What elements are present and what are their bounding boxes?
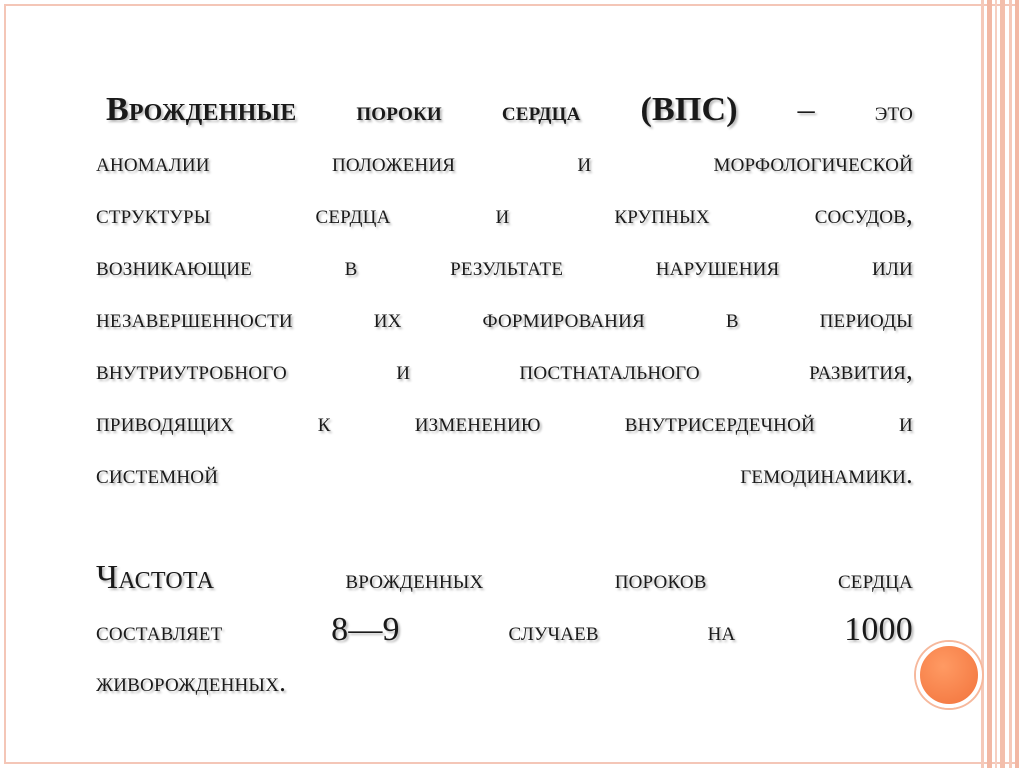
word: формирования bbox=[482, 303, 645, 333]
term-word: сердца bbox=[501, 96, 581, 126]
frequency-paragraph bbox=[96, 552, 913, 708]
paragraph-gap bbox=[96, 500, 913, 552]
word: их bbox=[373, 303, 402, 333]
word: или bbox=[872, 251, 913, 281]
word: живорожденных. bbox=[96, 667, 287, 697]
word: крупных bbox=[614, 199, 710, 229]
word: внутриутробного bbox=[96, 355, 287, 385]
text-line bbox=[96, 84, 913, 136]
word: это bbox=[874, 96, 913, 126]
decorative-stripe bbox=[1015, 0, 1019, 768]
word: системной bbox=[96, 459, 219, 489]
word: возникающие bbox=[96, 251, 252, 281]
word: сердца bbox=[315, 199, 391, 229]
word: случаев bbox=[508, 616, 599, 646]
word: сосудов, bbox=[814, 199, 913, 229]
text-line bbox=[96, 240, 913, 292]
word: периоды bbox=[819, 303, 913, 333]
word: морфологической bbox=[713, 147, 913, 177]
word: пороков bbox=[614, 564, 707, 594]
decorative-stripe bbox=[981, 0, 984, 768]
word: положения bbox=[331, 147, 456, 177]
word: внутрисердечной bbox=[624, 407, 815, 437]
dash: – bbox=[797, 91, 815, 128]
word: составляет bbox=[96, 616, 223, 646]
term-word: пороки bbox=[356, 96, 442, 126]
word: Частота bbox=[96, 559, 215, 596]
term-abbreviation: (ВПС) bbox=[640, 91, 738, 128]
word: изменению bbox=[414, 407, 541, 437]
decorative-stripe bbox=[995, 0, 997, 768]
word: приводящих bbox=[96, 407, 234, 437]
text-line bbox=[96, 448, 913, 500]
word: гемодинамики. bbox=[740, 459, 913, 489]
decorative-stripe bbox=[987, 0, 992, 768]
word: незавершенности bbox=[96, 303, 293, 333]
text-line bbox=[96, 552, 913, 604]
definition-paragraph bbox=[96, 84, 913, 500]
word: результате bbox=[450, 251, 564, 281]
word: на bbox=[707, 616, 736, 646]
text-line bbox=[96, 136, 913, 188]
decorative-stripe bbox=[1009, 0, 1012, 768]
text-line bbox=[96, 188, 913, 240]
word: и bbox=[577, 147, 592, 177]
word: развития, bbox=[809, 355, 913, 385]
word: нарушения bbox=[655, 251, 780, 281]
decorative-stripe bbox=[1000, 0, 1005, 768]
text-line bbox=[96, 656, 913, 708]
text-line bbox=[96, 396, 913, 448]
word: и bbox=[899, 407, 913, 437]
word: в bbox=[344, 251, 358, 281]
word: и bbox=[495, 199, 510, 229]
word: постнатального bbox=[519, 355, 700, 385]
text-line bbox=[96, 604, 913, 656]
number: 8—9 bbox=[331, 611, 400, 648]
word: сердца bbox=[837, 564, 913, 594]
word: врожденных bbox=[345, 564, 484, 594]
text-line bbox=[96, 344, 913, 396]
number: 1000 bbox=[844, 611, 913, 648]
slide-body bbox=[96, 84, 913, 708]
text-line bbox=[96, 292, 913, 344]
accent-circle-icon bbox=[916, 642, 982, 708]
term-word: Врожденные bbox=[106, 91, 297, 128]
word: и bbox=[396, 355, 411, 385]
word: в bbox=[725, 303, 739, 333]
word: аномалии bbox=[96, 147, 210, 177]
word: структуры bbox=[96, 199, 211, 229]
word: к bbox=[317, 407, 331, 437]
